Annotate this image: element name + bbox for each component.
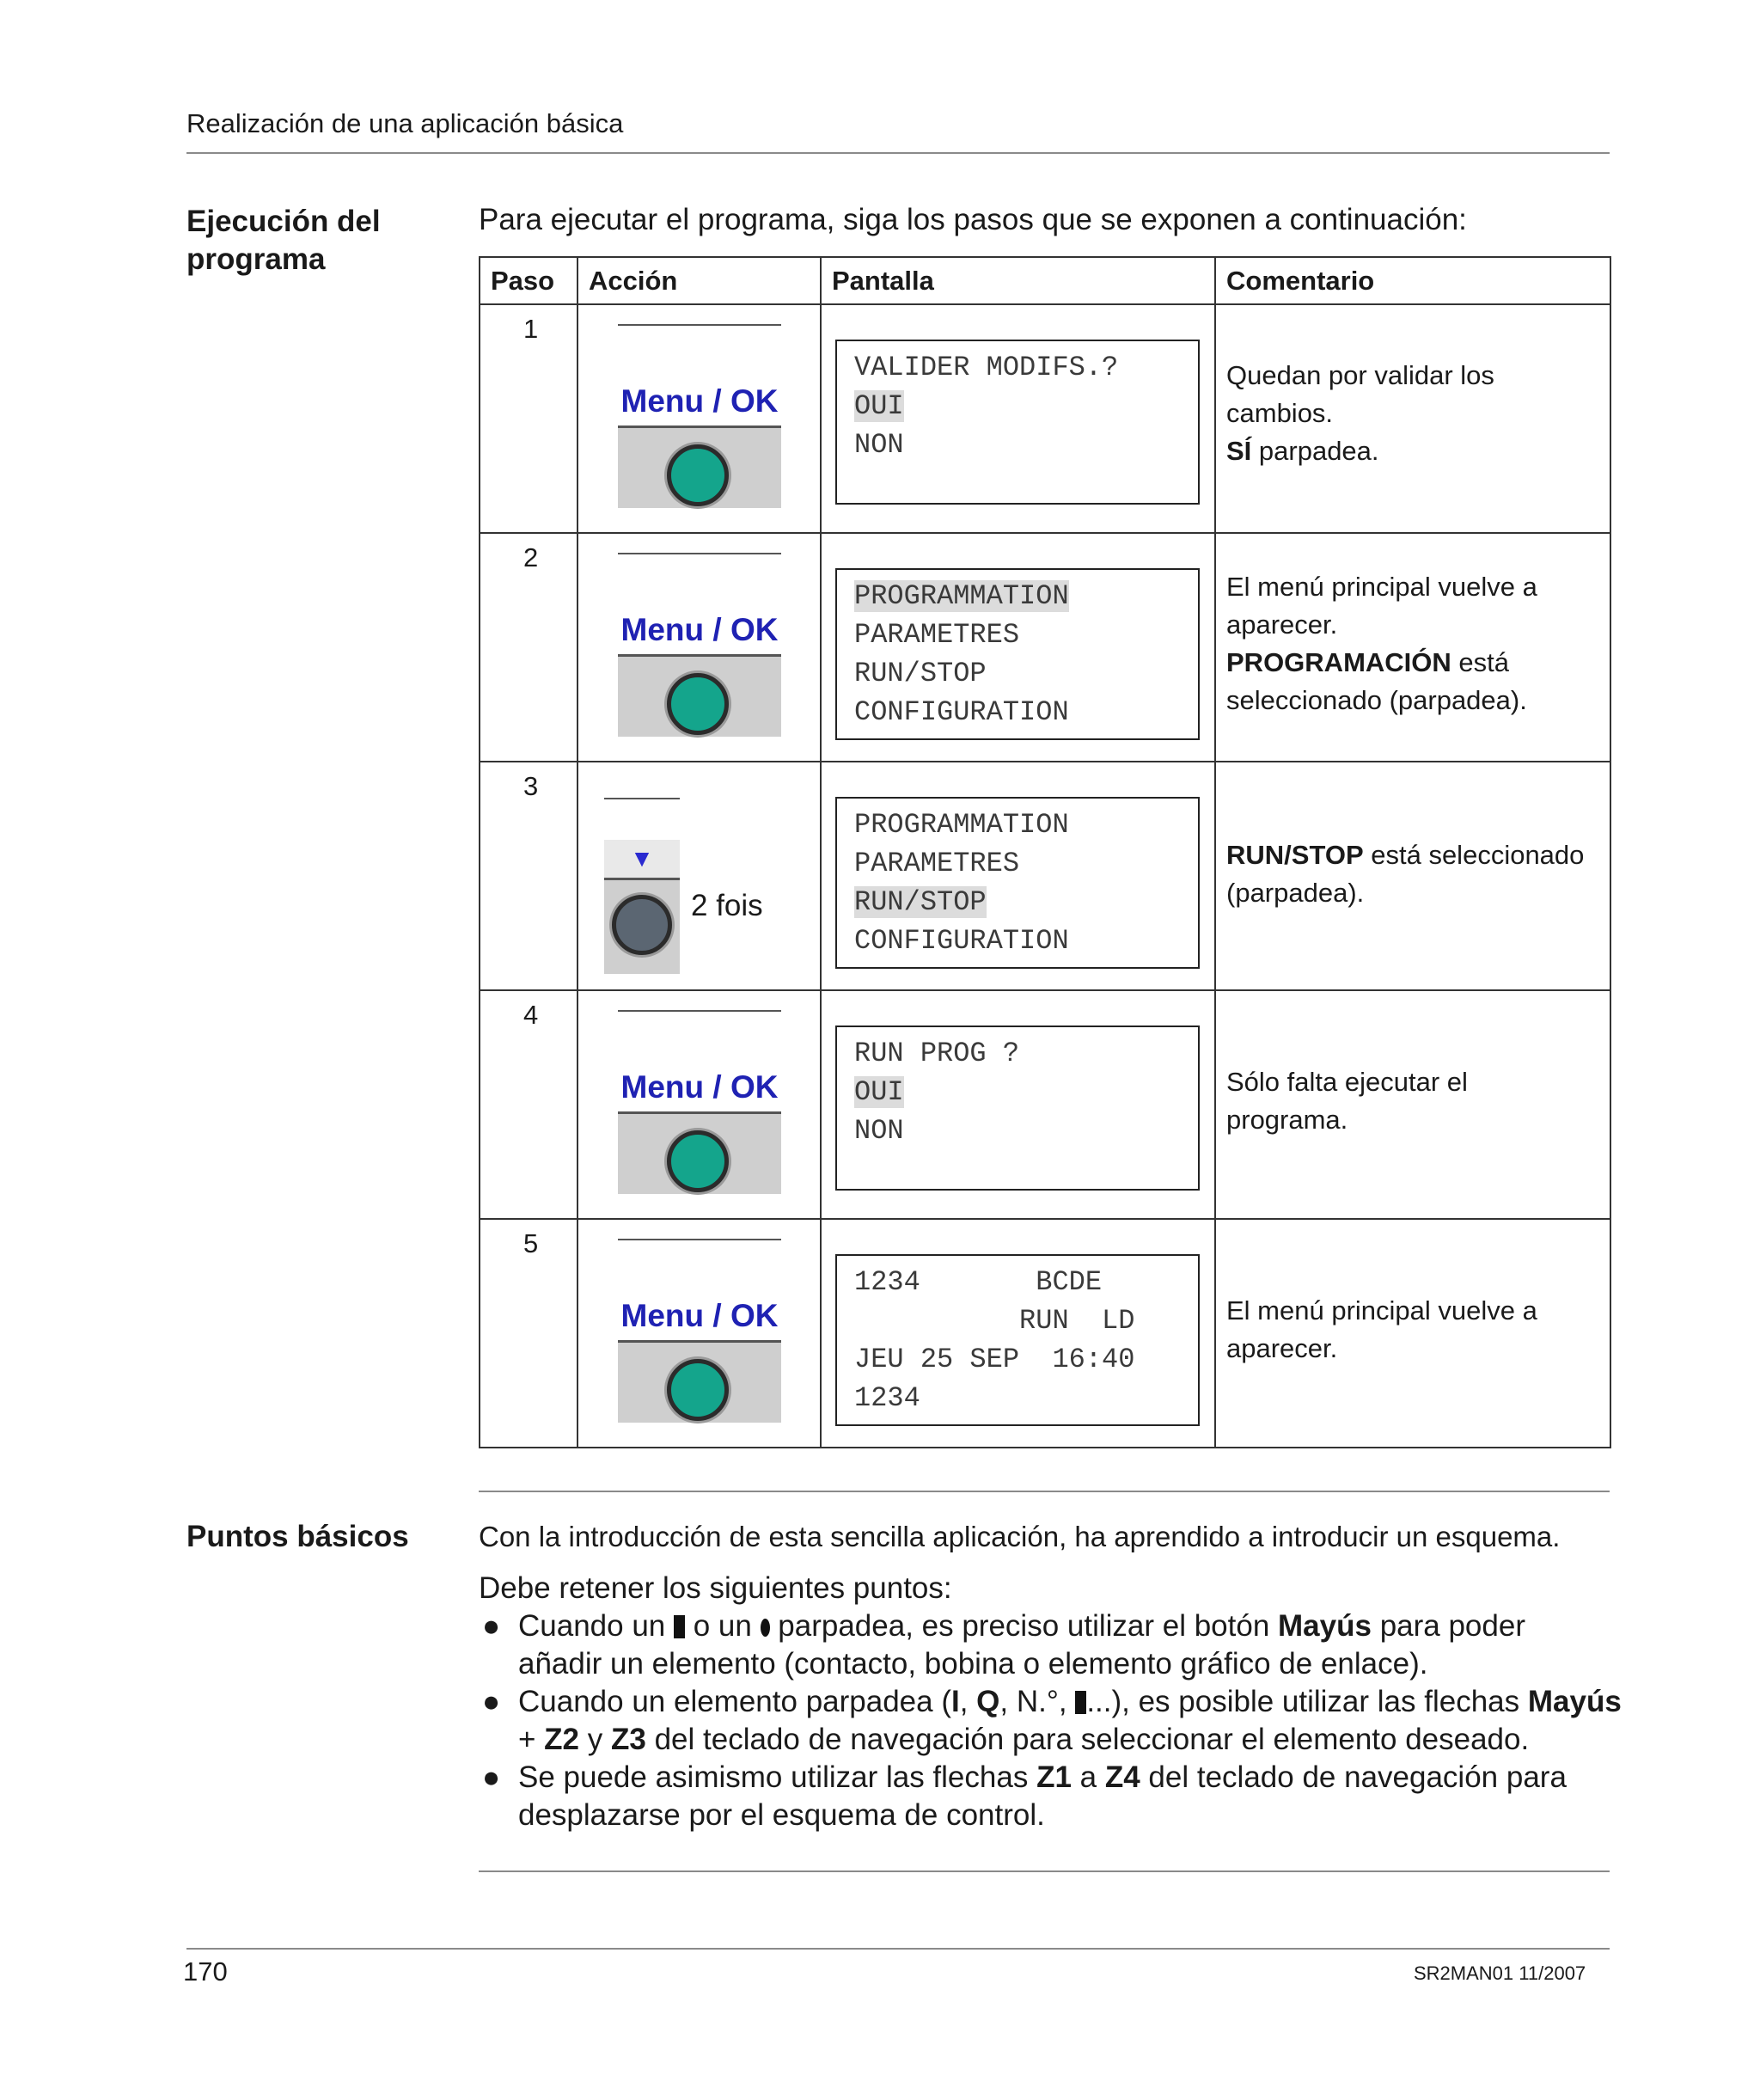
screen-cell — [821, 304, 1215, 533]
lcd-screen — [835, 797, 1200, 969]
menu-ok-label: Menu / OK — [618, 379, 781, 428]
lcd-line: PARAMETRES — [854, 848, 1020, 879]
comment-line: cambios. — [1226, 398, 1334, 428]
lcd-line-highlighted: PROGRAMMATION — [854, 580, 1069, 612]
lcd-line: 1234 BCDE — [854, 1266, 1103, 1298]
comment-cell — [1215, 990, 1610, 1219]
action-down-arrow — [578, 762, 820, 989]
lcd-line: CONFIGURATION — [854, 925, 1069, 957]
basics-bullet-list — [479, 1607, 1622, 1834]
comment-line: programa. — [1226, 1105, 1348, 1135]
section-title-execution — [186, 203, 381, 279]
comment-text — [1226, 1063, 1599, 1139]
lcd-screen — [835, 340, 1200, 505]
lcd-line: 1234 — [854, 1382, 920, 1414]
menu-ok-key[interactable] — [618, 608, 781, 737]
footer-rule — [186, 1948, 1610, 1950]
bullet-icon: ● — [482, 1609, 501, 1643]
down-arrow-key[interactable] — [604, 840, 680, 974]
menu-ok-label: Menu / OK — [618, 1065, 781, 1114]
lcd-line: RUN PROG ? — [854, 1038, 1020, 1069]
lcd-line-highlighted: OUI — [854, 1076, 904, 1108]
step-cell — [480, 762, 578, 990]
text-run: Se puede asimismo utilizar las flechas — [518, 1760, 1037, 1794]
lcd-screen — [835, 1026, 1200, 1191]
comment-line: (parpadea). — [1226, 878, 1365, 908]
list-item — [479, 1683, 1622, 1759]
menu-ok-key[interactable] — [618, 1065, 781, 1194]
menu-ok-key[interactable] — [618, 379, 781, 508]
screen-cell — [821, 762, 1215, 990]
coil-oval-icon — [761, 1619, 770, 1637]
comment-text — [1226, 836, 1599, 912]
lcd-screen — [835, 1254, 1200, 1426]
text-bold: Q — [976, 1685, 1000, 1718]
contact-block-icon — [1075, 1691, 1086, 1714]
comment-text — [1226, 357, 1599, 470]
menu-ok-key[interactable] — [618, 1294, 781, 1423]
text-bold: Z3 — [610, 1723, 646, 1756]
comment-bold: PROGRAMACIÓN — [1226, 647, 1451, 677]
text-run: Cuando un — [518, 1609, 674, 1643]
text-run: y — [579, 1723, 611, 1756]
lcd-line: RUN/STOP — [854, 658, 987, 689]
comment-cell — [1215, 1219, 1610, 1448]
green-button-icon[interactable] — [667, 1130, 729, 1192]
intro-text: Para ejecutar el programa, siga los pasos que se exponen a continuación: — [479, 203, 1467, 236]
key-top-line — [604, 798, 680, 799]
screen-cell — [821, 533, 1215, 762]
key-top-line — [618, 553, 781, 554]
lcd-line: PROGRAMMATION — [854, 809, 1069, 841]
contact-block-icon — [674, 1615, 685, 1638]
menu-ok-label: Menu / OK — [618, 1294, 781, 1343]
table-row — [480, 762, 1610, 990]
text-run: Cuando un elemento parpadea ( — [518, 1685, 951, 1718]
step-number: 4 — [523, 1000, 539, 1030]
section-title-line-2: programa — [186, 242, 326, 276]
lcd-screen — [835, 568, 1200, 740]
step-cell — [480, 990, 578, 1219]
lcd-line-highlighted: OUI — [854, 390, 904, 422]
text-bold: Z1 — [1036, 1760, 1072, 1794]
page-number: 170 — [183, 1956, 228, 1987]
comment-line: aparecer. — [1226, 609, 1338, 640]
text-run: añadir un elemento (contacto, bobina o elemento gráfico de enlace). — [518, 1647, 1428, 1681]
table-row — [480, 1219, 1610, 1448]
menu-ok-label: Menu / OK — [618, 608, 781, 657]
lcd-line: RUN LD — [854, 1305, 1135, 1337]
action-cell — [578, 1219, 821, 1448]
text-run: parpadea, es preciso utilizar el botón — [769, 1609, 1279, 1643]
lcd-line: PARAMETRES — [854, 619, 1020, 651]
comment-bold: RUN/STOP — [1226, 840, 1364, 870]
text-run: + — [518, 1723, 545, 1756]
step-number: 2 — [523, 542, 539, 572]
lcd-line: NON — [854, 429, 904, 461]
lcd-line: CONFIGURATION — [854, 696, 1069, 728]
comment-cell — [1215, 762, 1610, 990]
step-number: 1 — [523, 314, 539, 344]
list-item — [479, 1607, 1613, 1683]
table-row — [480, 533, 1610, 762]
text-bold: Mayús — [1527, 1685, 1622, 1718]
section-title-line-1: Ejecución del — [186, 205, 381, 238]
comment-line: Quedan por validar los — [1226, 360, 1494, 390]
header-rule — [186, 152, 1610, 154]
comment-cell — [1215, 304, 1610, 533]
action-menu-ok — [578, 305, 820, 532]
comment-line: El menú principal vuelve a — [1226, 1295, 1537, 1326]
step-cell — [480, 533, 578, 762]
key-top-line — [618, 324, 781, 326]
step-cell — [480, 304, 578, 533]
lcd-line: JEU 25 SEP 16:40 — [854, 1344, 1135, 1375]
down-arrow-icon: ▼ — [604, 840, 680, 880]
text-run: , N.°, — [999, 1685, 1076, 1718]
comment-cell — [1215, 533, 1610, 762]
lcd-line: VALIDER MODIFS.? — [854, 352, 1119, 383]
screen-cell — [821, 990, 1215, 1219]
text-run: del teclado de navegación para — [1140, 1760, 1567, 1794]
table-header-row — [480, 257, 1610, 304]
steps-table — [479, 256, 1611, 1448]
step-cell — [480, 1219, 578, 1448]
action-cell — [578, 304, 821, 533]
text-run: del teclado de navegación para seleccionar el elemento deseado. — [645, 1723, 1530, 1756]
step-number: 5 — [523, 1228, 539, 1258]
text-bold: I — [950, 1685, 960, 1718]
running-head: Realización de una aplicación básica — [186, 108, 624, 138]
action-menu-ok — [578, 1220, 820, 1447]
header-screen: Pantalla — [821, 257, 1215, 304]
text-bold: Z2 — [544, 1723, 580, 1756]
text-run: o un — [684, 1609, 761, 1643]
text-run: para poder — [1371, 1609, 1525, 1643]
key-top-line — [618, 1239, 781, 1240]
screen-cell — [821, 1219, 1215, 1448]
green-button-icon[interactable] — [667, 1359, 729, 1421]
comment-line: está — [1451, 647, 1509, 677]
table-row — [480, 304, 1610, 533]
bullet-icon: ● — [482, 1760, 501, 1794]
comment-bold: SÍ — [1226, 436, 1252, 466]
basics-paragraph-2: Debe retener los siguientes puntos: — [479, 1571, 952, 1605]
header-action: Acción — [578, 257, 821, 304]
comment-line: seleccionado (parpadea). — [1226, 685, 1527, 715]
text-bold: Mayús — [1278, 1609, 1372, 1643]
action-cell — [578, 990, 821, 1219]
text-run: ...), es posible utilizar las flechas — [1086, 1685, 1528, 1718]
header-step: Paso — [480, 257, 578, 304]
key-top-line — [618, 1010, 781, 1012]
text-bold: Z4 — [1104, 1760, 1140, 1794]
comment-line: Sólo falta ejecutar el — [1226, 1067, 1468, 1097]
comment-line: parpadea. — [1251, 436, 1379, 466]
list-item — [479, 1759, 1613, 1834]
section-divider — [479, 1870, 1610, 1872]
bullet-icon: ● — [482, 1685, 501, 1718]
document-reference: SR2MAN01 11/2007 — [1414, 1962, 1586, 1984]
grey-button-icon[interactable] — [612, 895, 672, 955]
comment-line: aparecer. — [1226, 1333, 1338, 1363]
comment-text — [1226, 1292, 1599, 1368]
section-divider — [479, 1491, 1610, 1492]
action-menu-ok — [578, 534, 820, 761]
header-comment: Comentario — [1215, 257, 1610, 304]
basics-paragraph-1: Con la introducción de esta sencilla aplicación, ha aprendido a introducir un esquema. — [479, 1521, 1561, 1552]
comment-line: está seleccionado — [1363, 840, 1585, 870]
green-button-icon[interactable] — [667, 673, 729, 735]
step-number: 3 — [523, 771, 539, 801]
press-count: 2 fois — [691, 889, 763, 922]
green-button-icon[interactable] — [667, 444, 729, 506]
table-row — [480, 990, 1610, 1219]
text-run: desplazarse por el esquema de control. — [518, 1798, 1045, 1832]
section-title-basics: Puntos básicos — [186, 1520, 409, 1553]
lcd-line-highlighted: RUN/STOP — [854, 886, 987, 918]
comment-line: El menú principal vuelve a — [1226, 572, 1537, 602]
action-menu-ok — [578, 991, 820, 1218]
text-run: , — [959, 1685, 977, 1718]
comment-text — [1226, 568, 1599, 719]
text-run: a — [1071, 1760, 1105, 1794]
action-cell — [578, 533, 821, 762]
lcd-line: NON — [854, 1115, 904, 1147]
action-cell — [578, 762, 821, 990]
